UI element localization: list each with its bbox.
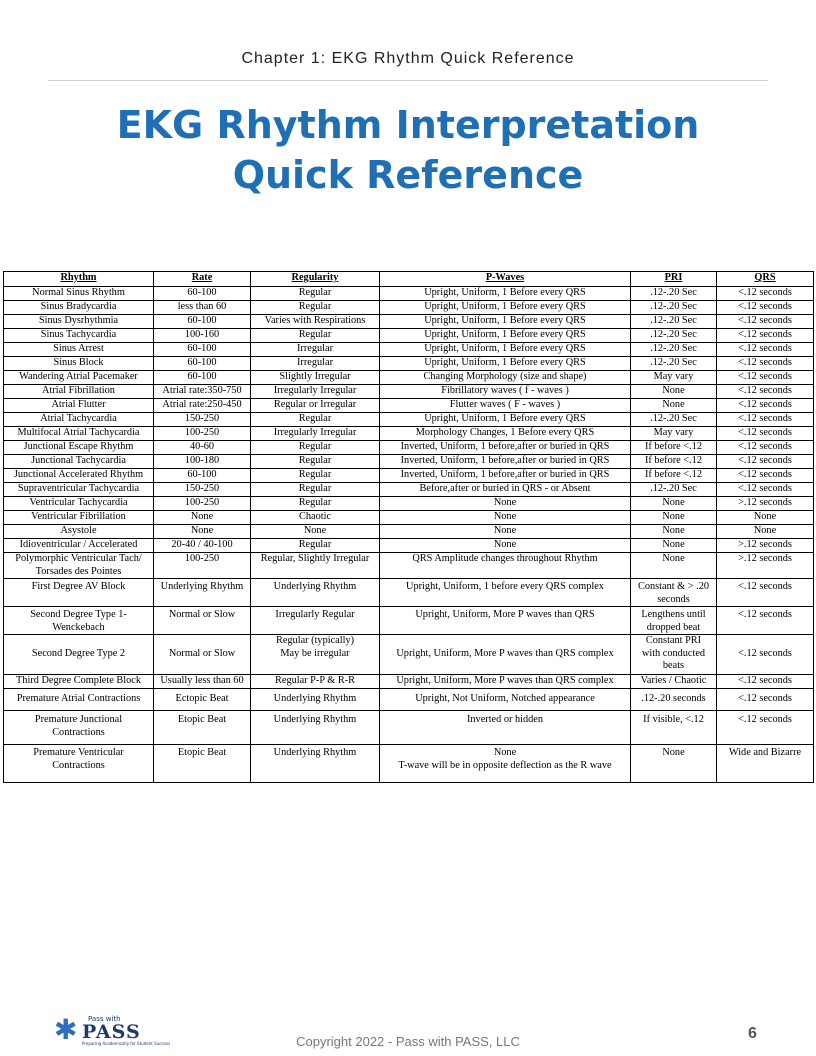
rhythm-cell: Supraventricular Tachycardia: [4, 483, 154, 497]
table-row: [4, 413, 814, 427]
table-row: [4, 483, 814, 497]
pri-cell: .12-.20 Sec: [631, 343, 717, 357]
p-waves-cell: Upright, Uniform, 1 Before every QRS: [380, 315, 631, 329]
table-header-row: [4, 272, 814, 287]
rhythm-cell: Premature Atrial Contractions: [4, 689, 154, 711]
page-title: [0, 100, 816, 200]
table-row: [4, 301, 814, 315]
p-waves-cell: Inverted or hidden: [380, 711, 631, 745]
rhythm-cell: Wandering Atrial Pacemaker: [4, 371, 154, 385]
regularity-cell: Underlying Rhythm: [251, 689, 380, 711]
column-header: Rate: [154, 272, 251, 287]
regularity-cell: Irregularly Irregular: [251, 385, 380, 399]
pri-cell: None: [631, 539, 717, 553]
qrs-cell: <.12 seconds: [717, 413, 814, 427]
qrs-cell: <.12 seconds: [717, 371, 814, 385]
table-row: [4, 469, 814, 483]
qrs-cell: <.12 seconds: [717, 607, 814, 635]
p-waves-cell: Upright, Uniform, 1 Before every QRS: [380, 343, 631, 357]
rate-cell: None: [154, 511, 251, 525]
rate-cell: Normal or Slow: [154, 635, 251, 675]
pri-cell: Constant & > .20 seconds: [631, 579, 717, 607]
regularity-cell: Regular: [251, 483, 380, 497]
qrs-cell: >.12 seconds: [717, 497, 814, 511]
qrs-cell: <.12 seconds: [717, 343, 814, 357]
rhythm-cell: Junctional Tachycardia: [4, 455, 154, 469]
table-row: [4, 539, 814, 553]
rhythm-cell: Sinus Dysrhythmia: [4, 315, 154, 329]
pri-cell: If before <.12: [631, 441, 717, 455]
copyright-text: Copyright 2022 - Pass with PASS, LLC: [296, 1034, 520, 1049]
p-waves-cell: None: [380, 525, 631, 539]
rate-cell: 20-40 / 40-100: [154, 539, 251, 553]
p-waves-cell: Upright, Uniform, 1 Before every QRS: [380, 329, 631, 343]
regularity-cell: Underlying Rhythm: [251, 711, 380, 745]
rhythm-cell: Idioventricular / Accelerated: [4, 539, 154, 553]
column-header: QRS: [717, 272, 814, 287]
rhythm-cell: Premature Junctional Contractions: [4, 711, 154, 745]
qrs-cell: <.12 seconds: [717, 689, 814, 711]
qrs-cell: <.12 seconds: [717, 399, 814, 413]
table-row: [4, 607, 814, 635]
table-row: [4, 635, 814, 675]
column-header: PRI: [631, 272, 717, 287]
rate-cell: 60-100: [154, 315, 251, 329]
rhythm-cell: Junctional Escape Rhythm: [4, 441, 154, 455]
regularity-cell: Regular (typically) May be irregular: [251, 635, 380, 675]
rate-cell: 150-250: [154, 483, 251, 497]
qrs-cell: >.12 seconds: [717, 539, 814, 553]
rate-cell: None: [154, 525, 251, 539]
qrs-cell: <.12 seconds: [717, 441, 814, 455]
pri-cell: .12-.20 Sec: [631, 287, 717, 301]
table-row: [4, 287, 814, 301]
rhythm-cell: Atrial Tachycardia: [4, 413, 154, 427]
rate-cell: 100-250: [154, 553, 251, 579]
pri-cell: .12-.20 Sec: [631, 413, 717, 427]
p-waves-cell: Flutter waves ( F - waves ): [380, 399, 631, 413]
regularity-cell: Irregularly Irregular: [251, 427, 380, 441]
rhythm-cell: Third Degree Complete Block: [4, 675, 154, 689]
p-waves-cell: Upright, Uniform, 1 before every QRS complex: [380, 579, 631, 607]
p-waves-cell: Before,after or buried in QRS - or Absent: [380, 483, 631, 497]
rate-cell: 60-100: [154, 371, 251, 385]
rhythm-cell: Second Degree Type 2: [4, 635, 154, 675]
pri-cell: None: [631, 497, 717, 511]
pri-cell: Lengthens until dropped beat: [631, 607, 717, 635]
qrs-cell: <.12 seconds: [717, 357, 814, 371]
qrs-cell: <.12 seconds: [717, 301, 814, 315]
regularity-cell: Regular, Slightly Irregular: [251, 553, 380, 579]
rhythm-cell: Atrial Fibrillation: [4, 385, 154, 399]
rate-cell: 60-100: [154, 287, 251, 301]
rhythm-cell: Sinus Bradycardia: [4, 301, 154, 315]
rhythm-cell: Normal Sinus Rhythm: [4, 287, 154, 301]
rhythm-cell: Sinus Arrest: [4, 343, 154, 357]
p-waves-cell: Upright, Uniform, More P waves than QRS complex: [380, 675, 631, 689]
column-header: Rhythm: [4, 272, 154, 287]
rate-cell: Normal or Slow: [154, 607, 251, 635]
qrs-cell: <.12 seconds: [717, 287, 814, 301]
rhythm-cell: Second Degree Type 1- Wenckebach: [4, 607, 154, 635]
chapter-heading: Chapter 1: EKG Rhythm Quick Reference: [241, 50, 575, 67]
table-row: [4, 689, 814, 711]
table-row: [4, 525, 814, 539]
pri-cell: Varies / Chaotic: [631, 675, 717, 689]
regularity-cell: Varies with Respirations: [251, 315, 380, 329]
column-header: P-Waves: [380, 272, 631, 287]
rate-cell: less than 60: [154, 301, 251, 315]
column-header: Regularity: [251, 272, 380, 287]
logo-top-text: Pass with: [88, 1015, 121, 1023]
qrs-cell: <.12 seconds: [717, 675, 814, 689]
rhythm-cell: Ventricular Fibrillation: [4, 511, 154, 525]
pri-cell: None: [631, 745, 717, 783]
regularity-cell: Regular or Irregular: [251, 399, 380, 413]
qrs-cell: <.12 seconds: [717, 711, 814, 745]
page-number: 6: [748, 1025, 757, 1042]
rate-cell: 40-60: [154, 441, 251, 455]
pri-cell: .12-.20 Sec: [631, 329, 717, 343]
p-waves-cell: Changing Morphology (size and shape): [380, 371, 631, 385]
p-waves-line-2: T-wave will be in opposite deflection as the R wave: [398, 759, 612, 771]
pri-cell: .12-.20 seconds: [631, 689, 717, 711]
pri-cell: .12-.20 Sec: [631, 483, 717, 497]
table-row: [4, 497, 814, 511]
regularity-cell: None: [251, 525, 380, 539]
pri-cell: .12-.20 Sec: [631, 301, 717, 315]
rate-cell: 100-180: [154, 455, 251, 469]
pri-cell: If before <.12: [631, 469, 717, 483]
p-waves-cell: Inverted, Uniform, 1 before,after or buried in QRS: [380, 469, 631, 483]
pri-cell: None: [631, 525, 717, 539]
table-row: [4, 579, 814, 607]
title-line-1: EKG Rhythm Interpretation: [116, 103, 700, 147]
pri-cell: If before <.12: [631, 455, 717, 469]
table-row: [4, 343, 814, 357]
table-row: [4, 385, 814, 399]
rate-cell: Underlying Rhythm: [154, 579, 251, 607]
regularity-cell: Regular: [251, 413, 380, 427]
regularity-cell: Irregular: [251, 343, 380, 357]
qrs-cell: <.12 seconds: [717, 579, 814, 607]
pri-cell: None: [631, 399, 717, 413]
table-row: [4, 511, 814, 525]
qrs-cell: <.12 seconds: [717, 469, 814, 483]
table-row: [4, 427, 814, 441]
table-row: [4, 315, 814, 329]
table-row: [4, 329, 814, 343]
p-waves-cell: None: [380, 497, 631, 511]
rate-cell: 60-100: [154, 357, 251, 371]
rhythm-cell: Ventricular Tachycardia: [4, 497, 154, 511]
regularity-cell: Underlying Rhythm: [251, 745, 380, 783]
p-waves-cell: [380, 745, 631, 783]
rate-cell: Etopic Beat: [154, 711, 251, 745]
rate-cell: Atrial rate:350-750: [154, 385, 251, 399]
p-waves-cell: Upright, Uniform, 1 Before every QRS: [380, 357, 631, 371]
p-waves-cell: None: [380, 511, 631, 525]
star-of-life-icon: ✱: [54, 1013, 78, 1046]
rate-cell: Usually less than 60: [154, 675, 251, 689]
rate-cell: 60-100: [154, 343, 251, 357]
pri-cell: .12-.20 Sec: [631, 357, 717, 371]
qrs-cell: <.12 seconds: [717, 635, 814, 675]
pri-cell: May vary: [631, 371, 717, 385]
regularity-cell: Regular: [251, 441, 380, 455]
pri-cell: None: [631, 553, 717, 579]
rate-cell: 150-250: [154, 413, 251, 427]
pri-cell: Constant PRI with conducted beats: [631, 635, 717, 675]
regularity-cell: Regular: [251, 539, 380, 553]
rhythm-cell: Sinus Block: [4, 357, 154, 371]
table-row: [4, 711, 814, 745]
p-waves-cell: Morphology Changes, 1 Before every QRS: [380, 427, 631, 441]
rate-cell: Ectopic Beat: [154, 689, 251, 711]
rhythm-cell: Polymorphic Ventricular Tach/ Torsades des Pointes: [4, 553, 154, 579]
table-row: [4, 745, 814, 783]
p-waves-cell: Upright, Uniform, 1 Before every QRS: [380, 301, 631, 315]
qrs-cell: Wide and Bizarre: [717, 745, 814, 783]
title-line-2: Quick Reference: [232, 153, 584, 197]
qrs-cell: <.12 seconds: [717, 483, 814, 497]
table-row: [4, 553, 814, 579]
qrs-cell: <.12 seconds: [717, 385, 814, 399]
table-row: [4, 357, 814, 371]
p-waves-cell: Inverted, Uniform, 1 before,after or buried in QRS: [380, 455, 631, 469]
pri-cell: If visible, <.12: [631, 711, 717, 745]
table-row: [4, 399, 814, 413]
logo-name: PASS: [82, 1021, 141, 1043]
pri-cell: None: [631, 385, 717, 399]
regularity-cell: Regular P-P & R-R: [251, 675, 380, 689]
rhythm-cell: Sinus Tachycardia: [4, 329, 154, 343]
ekg-reference-table: [3, 271, 814, 783]
qrs-cell: <.12 seconds: [717, 427, 814, 441]
rate-cell: Atrial rate:250-450: [154, 399, 251, 413]
rhythm-cell: First Degree AV Block: [4, 579, 154, 607]
rhythm-cell: Atrial Flutter: [4, 399, 154, 413]
regularity-cell: Irregular: [251, 357, 380, 371]
regularity-cell: Regular: [251, 287, 380, 301]
p-waves-cell: Inverted, Uniform, 1 before,after or buried in QRS: [380, 441, 631, 455]
qrs-cell: None: [717, 511, 814, 525]
rhythm-cell: Premature Ventricular Contractions: [4, 745, 154, 783]
p-waves-cell: Fibrillatory waves ( f - waves ): [380, 385, 631, 399]
pri-cell: .12-.20 Sec: [631, 315, 717, 329]
qrs-cell: None: [717, 525, 814, 539]
rate-cell: 100-250: [154, 427, 251, 441]
rhythm-cell: Multifocal Atrial Tachycardia: [4, 427, 154, 441]
rhythm-cell: Junctional Accelerated Rhythm: [4, 469, 154, 483]
pri-cell: May vary: [631, 427, 717, 441]
table-row: [4, 675, 814, 689]
p-waves-cell: Upright, Not Uniform, Notched appearance: [380, 689, 631, 711]
rate-cell: 100-250: [154, 497, 251, 511]
regularity-cell: Regular: [251, 455, 380, 469]
pri-cell: None: [631, 511, 717, 525]
regularity-cell: Regular: [251, 329, 380, 343]
p-waves-cell: None: [380, 539, 631, 553]
p-waves-cell: Upright, Uniform, 1 Before every QRS: [380, 413, 631, 427]
regularity-cell: Slightly Irregular: [251, 371, 380, 385]
qrs-cell: >.12 seconds: [717, 553, 814, 579]
table-row: [4, 455, 814, 469]
p-waves-cell: Upright, Uniform, More P waves than QRS: [380, 607, 631, 635]
rate-cell: 60-100: [154, 469, 251, 483]
logo-tagline: Preparing Academically for Student Success: [82, 1041, 171, 1046]
regularity-cell: Regular: [251, 301, 380, 315]
p-waves-cell: Upright, Uniform, More P waves than QRS complex: [380, 635, 631, 675]
p-waves-cell: Upright, Uniform, 1 Before every QRS: [380, 287, 631, 301]
rhythm-cell: Asystole: [4, 525, 154, 539]
regularity-cell: Regular: [251, 469, 380, 483]
table-row: [4, 371, 814, 385]
rate-cell: 100-160: [154, 329, 251, 343]
p-waves-line-1: None: [493, 747, 517, 758]
regularity-cell: Irregularly Regular: [251, 607, 380, 635]
qrs-cell: <.12 seconds: [717, 455, 814, 469]
rate-cell: Etopic Beat: [154, 745, 251, 783]
p-waves-cell: QRS Amplitude changes throughout Rhythm: [380, 553, 631, 579]
qrs-cell: <.12 seconds: [717, 315, 814, 329]
regularity-cell: Underlying Rhythm: [251, 579, 380, 607]
table-row: [4, 441, 814, 455]
regularity-cell: Chaotic: [251, 511, 380, 525]
header-divider: [48, 80, 768, 81]
qrs-cell: <.12 seconds: [717, 329, 814, 343]
regularity-cell: Regular: [251, 497, 380, 511]
